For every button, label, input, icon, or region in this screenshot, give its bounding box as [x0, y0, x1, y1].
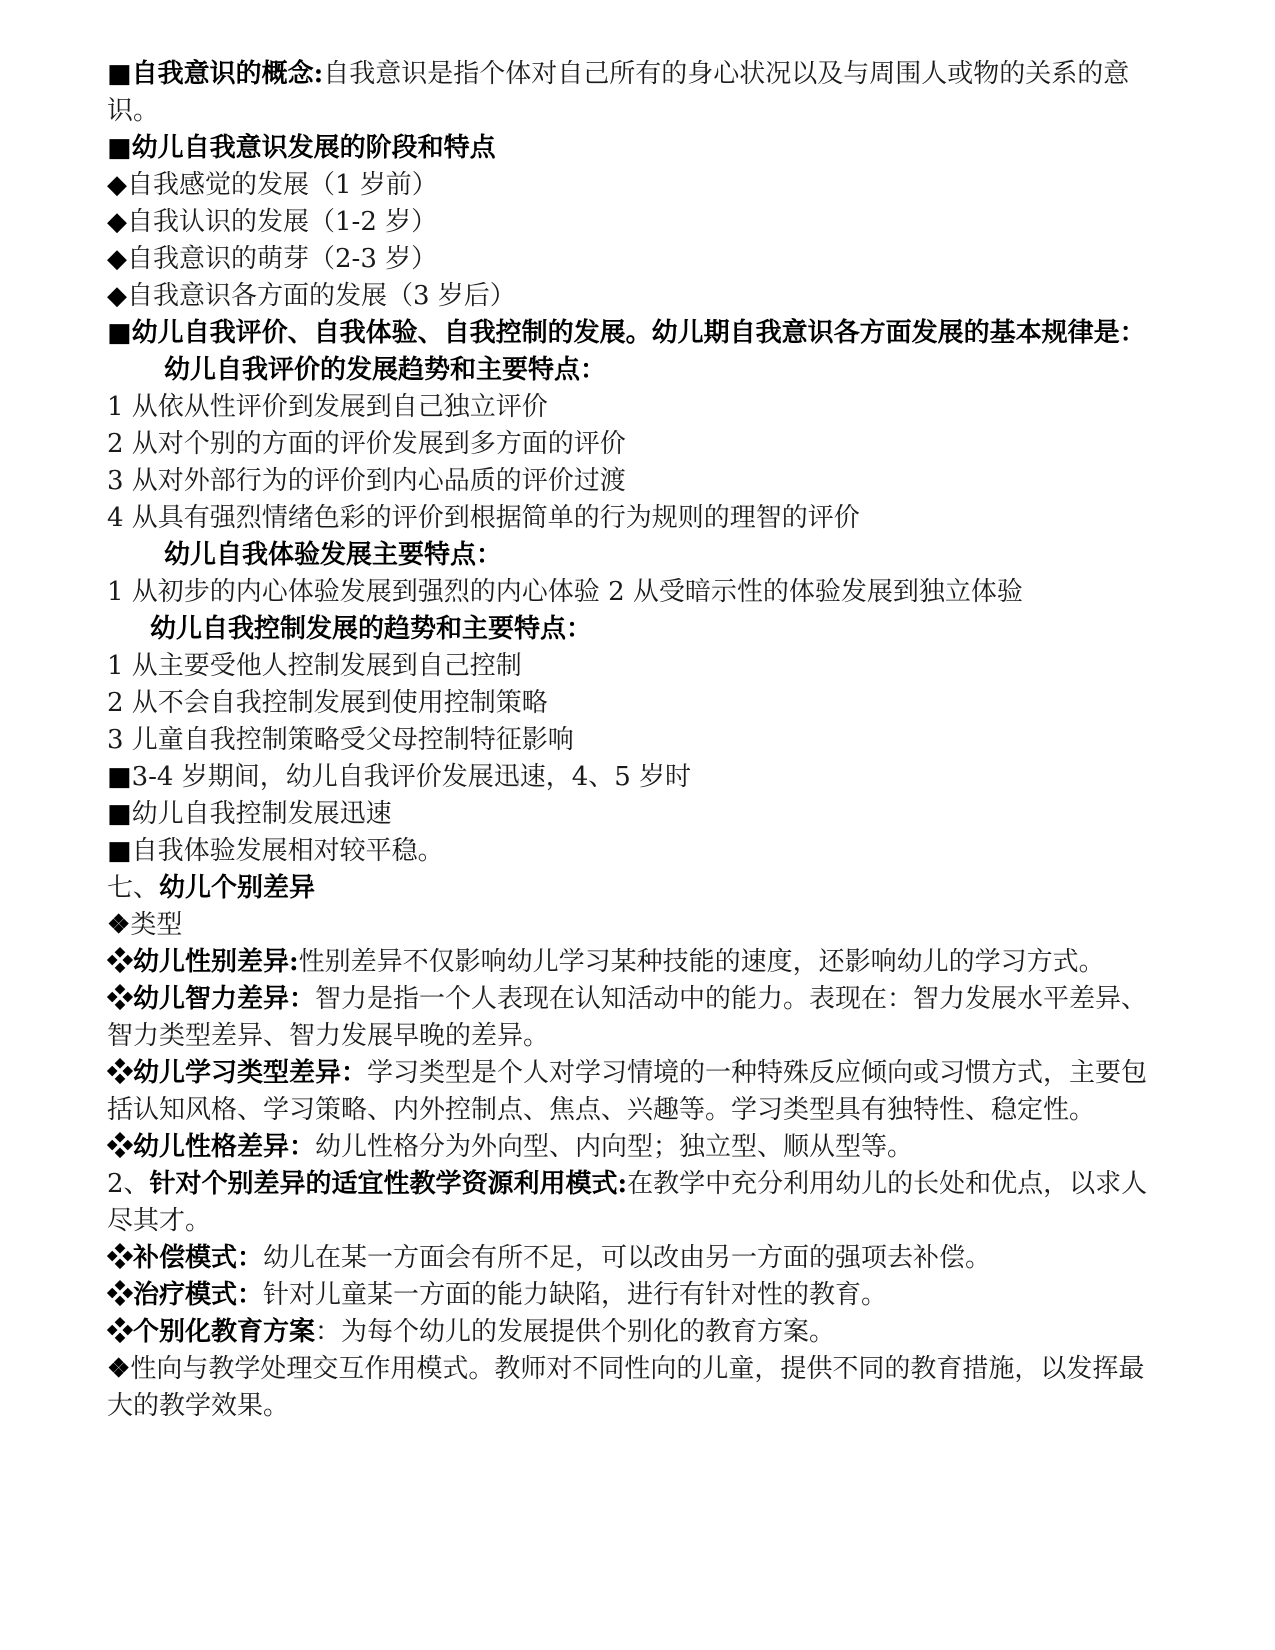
diamond-bullet-icon: ◆ — [107, 244, 127, 274]
difference-heading: 幼儿性别差异: — [133, 947, 299, 977]
difference-item — [107, 1055, 1155, 1129]
self-control-item: 1 从主要受他人控制发展到自己控制 — [107, 651, 522, 681]
development-rules-heading-line — [107, 315, 1155, 352]
mode-item — [107, 1351, 1155, 1425]
mode-text: ：为每个幼儿的发展提供个别化的教育方案。 — [315, 1317, 836, 1347]
note-text: 自我体验发展相对较平稳。 — [131, 836, 444, 866]
diamond-bullet-icon: ◆ — [107, 170, 127, 200]
fleuron-bullet-icon: ❖ — [107, 1132, 134, 1162]
definition-text: 自我意识是指个体对自己所有的身心状况以及与周围人或物的关系的意识。 — [107, 59, 1130, 126]
development-rules-heading: 幼儿自我评价、自我体验、自我控制的发展。幼儿期自我意识各方面发展的基本规律是： — [131, 318, 1146, 348]
diamond-bullet-icon: ◆ — [107, 207, 127, 237]
stage-text: 自我感觉的发展（1 岁前） — [127, 170, 438, 200]
fleuron-bullet-icon: ❖ — [107, 984, 134, 1014]
square-bullet-icon: ■ — [107, 133, 132, 163]
self-control-title: 幼儿自我控制发展的趋势和主要特点： — [150, 614, 593, 644]
self-control-item: 3 儿童自我控制策略受父母控制特征影响 — [107, 725, 574, 755]
section-title: 幼儿个别差异 — [159, 873, 316, 903]
fleuron-bullet-icon: ❖ — [107, 1317, 134, 1347]
difference-heading: 幼儿学习类型差异： — [133, 1058, 368, 1088]
stages-heading-line — [107, 130, 1155, 167]
diamond-bullet-icon: ◆ — [107, 281, 127, 311]
square-bullet-icon: ■ — [107, 836, 132, 866]
definition-heading: 自我意识的概念: — [131, 59, 324, 89]
mode-heading: 补偿模式： — [133, 1243, 264, 1273]
stage-item — [107, 278, 1155, 315]
fleuron-bullet-icon: ❖ — [107, 910, 131, 940]
section-number: 七、 — [107, 873, 160, 903]
mode-text: 性向与教学处理交互作用模式。教师对不同性向的儿童，提供不同的教育措施，以发挥最大的教学效果。 — [107, 1354, 1145, 1421]
section-number: 2、 — [107, 1169, 150, 1199]
difference-text: 幼儿性格分为外向型、内向型；独立型、顺从型等。 — [315, 1132, 914, 1162]
stage-text: 自我意识各方面的发展（3 岁后） — [127, 281, 516, 311]
stage-text: 自我意识的萌芽（2-3 岁） — [127, 244, 438, 274]
section-text: 在教学中充分利用幼儿的长处和优点，以求人尽其才。 — [107, 1169, 1148, 1236]
self-experience-title: 幼儿自我体验发展主要特点： — [164, 540, 503, 570]
mode-item — [107, 1314, 1155, 1351]
fleuron-bullet-icon: ❖ — [107, 947, 134, 977]
self-evaluation-item: 1 从依从性评价到发展到自己独立评价 — [107, 392, 548, 422]
stages-heading: 幼儿自我意识发展的阶段和特点 — [131, 133, 496, 163]
self-evaluation-title: 幼儿自我评价的发展趋势和主要特点： — [164, 355, 607, 385]
mode-heading: 个别化教育方案 — [133, 1317, 316, 1347]
note-item — [107, 833, 1155, 870]
fleuron-bullet-icon: ❖ — [107, 1058, 134, 1088]
square-bullet-icon: ■ — [107, 59, 132, 89]
stage-item — [107, 167, 1155, 204]
self-control-item: 2 从不会自我控制发展到使用控制策略 — [107, 688, 548, 718]
mode-heading: 治疗模式： — [133, 1280, 264, 1310]
note-item — [107, 759, 1155, 796]
self-experience-item: 1 从初步的内心体验发展到强烈的内心体验 2 从受暗示性的体验发展到独立体验 — [107, 577, 1023, 607]
mode-text: 幼儿在某一方面会有所不足，可以改由另一方面的强项去补偿。 — [263, 1243, 992, 1273]
section-heading: 针对个别差异的适宜性教学资源利用模式: — [149, 1169, 628, 1199]
stage-text: 自我认识的发展（1-2 岁） — [127, 207, 438, 237]
difference-item — [107, 981, 1155, 1055]
note-item — [107, 796, 1155, 833]
self-evaluation-item: 2 从对个别的方面的评价发展到多方面的评价 — [107, 429, 626, 459]
note-text: 幼儿自我控制发展迅速 — [131, 799, 392, 829]
difference-text: 学习类型是个人对学习情境的一种特殊反应倾向或习惯方式，主要包括认知风格、学习策略、内外控制点、焦点、兴趣等。学习类型具有独特性、稳定性。 — [107, 1058, 1148, 1125]
section-two-paragraph — [107, 1166, 1155, 1240]
stage-item — [107, 204, 1155, 241]
note-text: 3-4 岁期间，幼儿自我评价发展迅速，4、5 岁时 — [131, 762, 692, 792]
difference-heading: 幼儿性格差异： — [133, 1132, 316, 1162]
types-label: 类型 — [130, 910, 183, 940]
mode-item — [107, 1240, 1155, 1277]
fleuron-bullet-icon: ❖ — [107, 1243, 134, 1273]
square-bullet-icon: ■ — [107, 318, 132, 348]
self-consciousness-definition — [107, 56, 1155, 130]
self-evaluation-item: 4 从具有强烈情绪色彩的评价到根据简单的行为规则的理智的评价 — [107, 503, 860, 533]
difference-text: 性别差异不仅影响幼儿学习某种技能的速度，还影响幼儿的学习方式。 — [298, 947, 1105, 977]
fleuron-bullet-icon: ❖ — [107, 1354, 131, 1384]
difference-heading: 幼儿智力差异： — [133, 984, 316, 1014]
self-evaluation-item: 3 从对外部行为的评价到内心品质的评价过渡 — [107, 466, 626, 496]
difference-item — [107, 944, 1155, 981]
difference-text: 智力是指一个人表现在认知活动中的能力。表现在：智力发展水平差异、智力类型差异、智力发展早晚的差异。 — [107, 984, 1148, 1051]
stage-item — [107, 241, 1155, 278]
types-label-line — [107, 907, 1155, 944]
fleuron-bullet-icon: ❖ — [107, 1280, 134, 1310]
square-bullet-icon: ■ — [107, 799, 132, 829]
mode-text: 针对儿童某一方面的能力缺陷，进行有针对性的教育。 — [263, 1280, 888, 1310]
difference-item — [107, 1129, 1155, 1166]
mode-item — [107, 1277, 1155, 1314]
section-seven-heading — [107, 870, 1155, 907]
square-bullet-icon: ■ — [107, 762, 132, 792]
